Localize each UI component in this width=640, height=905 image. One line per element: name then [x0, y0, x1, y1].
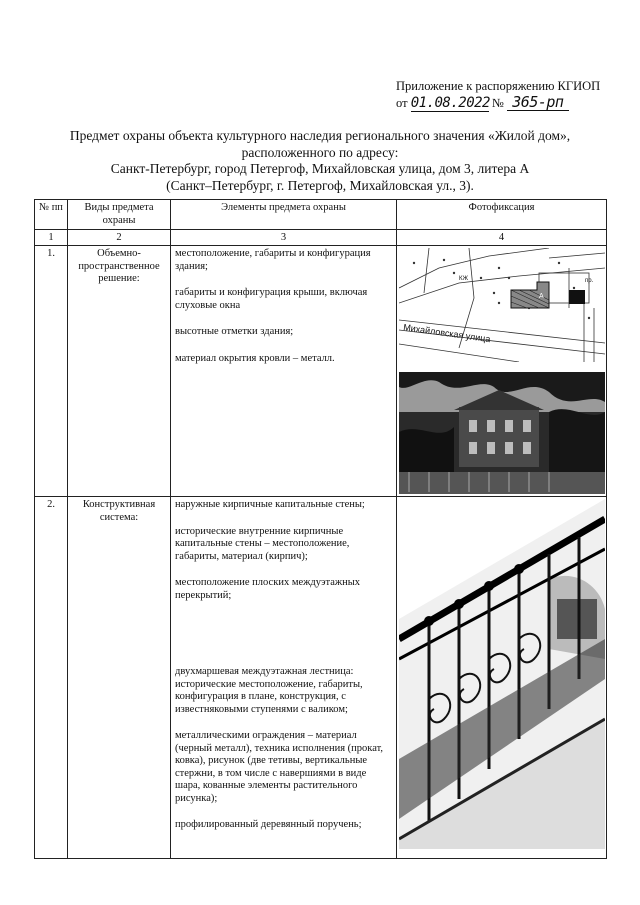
protection-elements: [171, 246, 397, 497]
row-number: 1.: [35, 246, 68, 497]
staircase-photo: [399, 499, 605, 849]
element-item: профилированный деревянный поручень;: [175, 819, 362, 830]
header-num: № пп: [35, 200, 68, 230]
header-elements: Элементы предмета охраны: [171, 200, 397, 230]
element-item: исторические внутренние кирпичные капитальные стены – местоположение, габариты, материал (кирпич);: [175, 525, 350, 562]
index-cell: 2: [68, 230, 171, 246]
protection-type: Объемно-пространственное решение:: [68, 246, 171, 497]
map-pr-label: пр.: [585, 278, 594, 284]
element-item: высотные отметки здания;: [175, 326, 294, 337]
protection-elements: [171, 497, 397, 859]
number-label: №: [491, 96, 504, 110]
column-index-row: [35, 230, 607, 246]
protection-type: Конструктивная система:: [68, 497, 171, 859]
title-line-2: расположенного по адресу:: [241, 144, 399, 160]
handwritten-number: 365-рп: [507, 94, 569, 111]
element-item: материал окрытия кровли – металл.: [175, 352, 335, 364]
map-kzh-label: КЖ: [459, 276, 469, 282]
table-header-row: [35, 200, 607, 230]
building-photo: [399, 372, 605, 494]
element-item: местоположение плоских междуэтажных перекрытий;: [175, 577, 361, 601]
header-type: Виды предмета охраны: [68, 200, 171, 230]
map-a-label: А: [539, 293, 544, 300]
element-item: габариты и конфигурация крыши, включая слуховые окна: [175, 287, 368, 311]
map-street-label: Михайловская улица: [402, 322, 492, 345]
appendix-line: Приложение к распоряжению КГИОП: [396, 79, 601, 93]
appendix-header: [396, 78, 636, 112]
photo-cell: [397, 246, 607, 497]
handwritten-date: 01.08.2022: [410, 95, 490, 111]
element-item: местоположение, габариты и конфигурация здания;: [175, 248, 371, 272]
protection-table: [34, 199, 607, 859]
title-line-4: (Санкт–Петербург, г. Петергоф, Михайловская ул., 3).: [166, 177, 474, 193]
site-map-image: [399, 248, 605, 362]
header-photo: Фотофиксация: [397, 200, 607, 230]
document-title: [40, 128, 600, 194]
index-cell: 1: [35, 230, 68, 246]
table-row: [35, 497, 607, 859]
element-item: наружные кирпичные капитальные стены;: [175, 499, 365, 510]
element-item: металлическими ограждения – материал (черный металл), техника исполнения (прокат, ковка), рисунок (две тетивы, вертикальные стержни, в том числе с навершиями в виде шара, кованные элементы растительного рисунка);: [175, 730, 384, 804]
row-number: 2.: [35, 497, 68, 859]
element-item: двухмаршевая междуэтажная лестница: исторические местоположение, габариты, конфигурация в плане, конструкция, с известняковыми ступенями с валиком;: [175, 666, 363, 715]
index-cell: 4: [397, 230, 607, 246]
table-row: [35, 246, 607, 497]
index-cell: 3: [171, 230, 397, 246]
title-line-3: Санкт-Петербург, город Петергоф, Михайловская улица, дом 3, литера А: [110, 161, 530, 176]
title-line-1: Предмет охраны объекта культурного наследия регионального значения «Жилой дом»,: [69, 128, 571, 143]
photo-cell: [397, 497, 607, 859]
order-reference: [396, 94, 636, 112]
from-label: от: [396, 96, 408, 110]
